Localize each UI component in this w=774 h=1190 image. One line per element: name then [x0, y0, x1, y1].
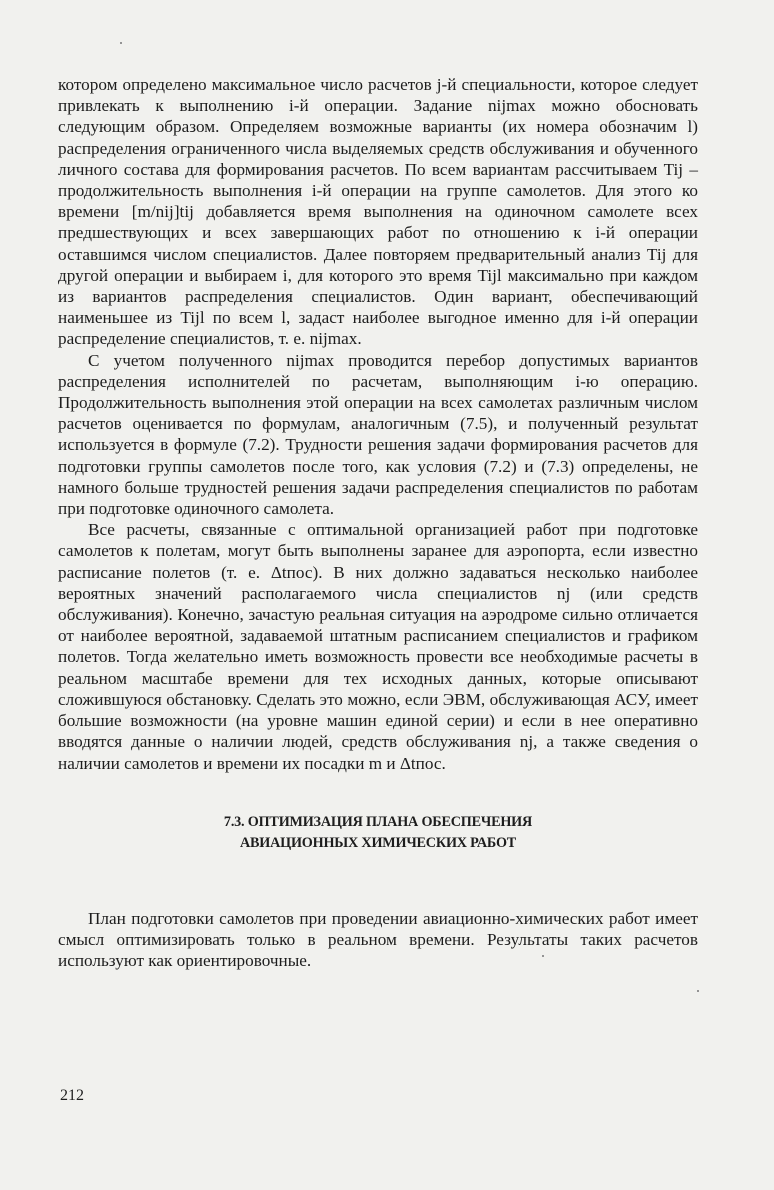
scan-speck: [120, 42, 122, 44]
paragraph-1: котором определено максимальное число расчетов j-й специальности, которое следует привлекать к выполнению i-й операции. Задание nijmax можно обосновать следующим образом. Определяем возможные варианты (их номера обозначим l) распределения ограниченного числа выделяемых средств обслуживания и обученного личного состава для формирования расчетов. По всем вариантам рассчитываем Tij – продолжительность выполнения i-й операции на группе самолетов. Для этого ко времени [m/nij]tij добавляется время выполнения на одиночном самолете всех предшествующих и всех завершающих работ по отношению к i-й операции оставшимся числом специалистов. Далее повторяем предварительный анализ Tij для другой операции и выбираем i, для которого это время Tijl максимально при каждом из вариантов распределения специалистов. Один вариант, обеспечивающий наименьшее из Tijl по всем l, задаст наиболее выгодное именно для i-й операции распределение специалистов, т. е. nijmax.: [58, 75, 698, 349]
page-number: 212: [60, 1087, 84, 1104]
scan-speck: [542, 955, 544, 957]
section-number: 7.3.: [223, 813, 245, 830]
section-heading-line1: [58, 812, 698, 833]
section-title-line1: ОПТИМИЗАЦИЯ ПЛАНА ОБЕСПЕЧЕНИЯ: [247, 813, 533, 830]
section-title-line2: АВИАЦИОННЫХ ХИМИЧЕСКИХ РАБОТ: [239, 834, 517, 851]
scan-speck: [697, 990, 699, 992]
paragraph-2: С учетом полученного nijmax проводится перебор допустимых вариантов распределения исполнителей по расчетам, выполняющим i-ю операцию. Продолжительность выполнения этой операции на всех самолетах различным числом расчетов оценивается по формулам, аналогичным (7.5), и полученный результат используется в формуле (7.2). Трудности решения задачи формирования расчетов для подготовки группы самолетов после того, как условия (7.2) и (7.3) определены, не намного больше трудностей решения задачи распределения специалистов по работам при подготовке одиночного самолета.: [58, 350, 698, 519]
closing-paragraph: План подготовки самолетов при проведении авиационно-химических работ имеет смысл оптимизировать только в реальном времени. Результаты таких расчетов используют как ориентировочные.: [58, 908, 698, 971]
paragraph-3: Все расчеты, связанные с оптимальной организацией работ при подготовке самолетов к полетам, могут быть выполнены заранее для аэропорта, если известно расписание полетов (т. е. Δtпос). В них должно задаваться несколько наиболее вероятных значений располагаемого числа специалистов nj (или средств обслуживания). Конечно, зачастую реальная ситуация на аэродроме сильно отличается от наиболее вероятной, задаваемой штатным расписанием специалистов и графиком полетов. Тогда желательно иметь возможность провести все необходимые расчеты в реальном масштабе времени для тех исходных данных, которые описывают сложившуюся обстановку. Сделать это можно, если ЭВМ, обслуживающая АСУ, имеет большие возможности (на уровне машин единой серии) и если в нее оперативно вводятся данные о наличии людей, средств обслуживания nj, а также сведения о наличии самолетов и времени их посадки m и Δtпос.: [58, 520, 698, 773]
page-body: [58, 74, 698, 971]
section-heading: [58, 812, 698, 854]
